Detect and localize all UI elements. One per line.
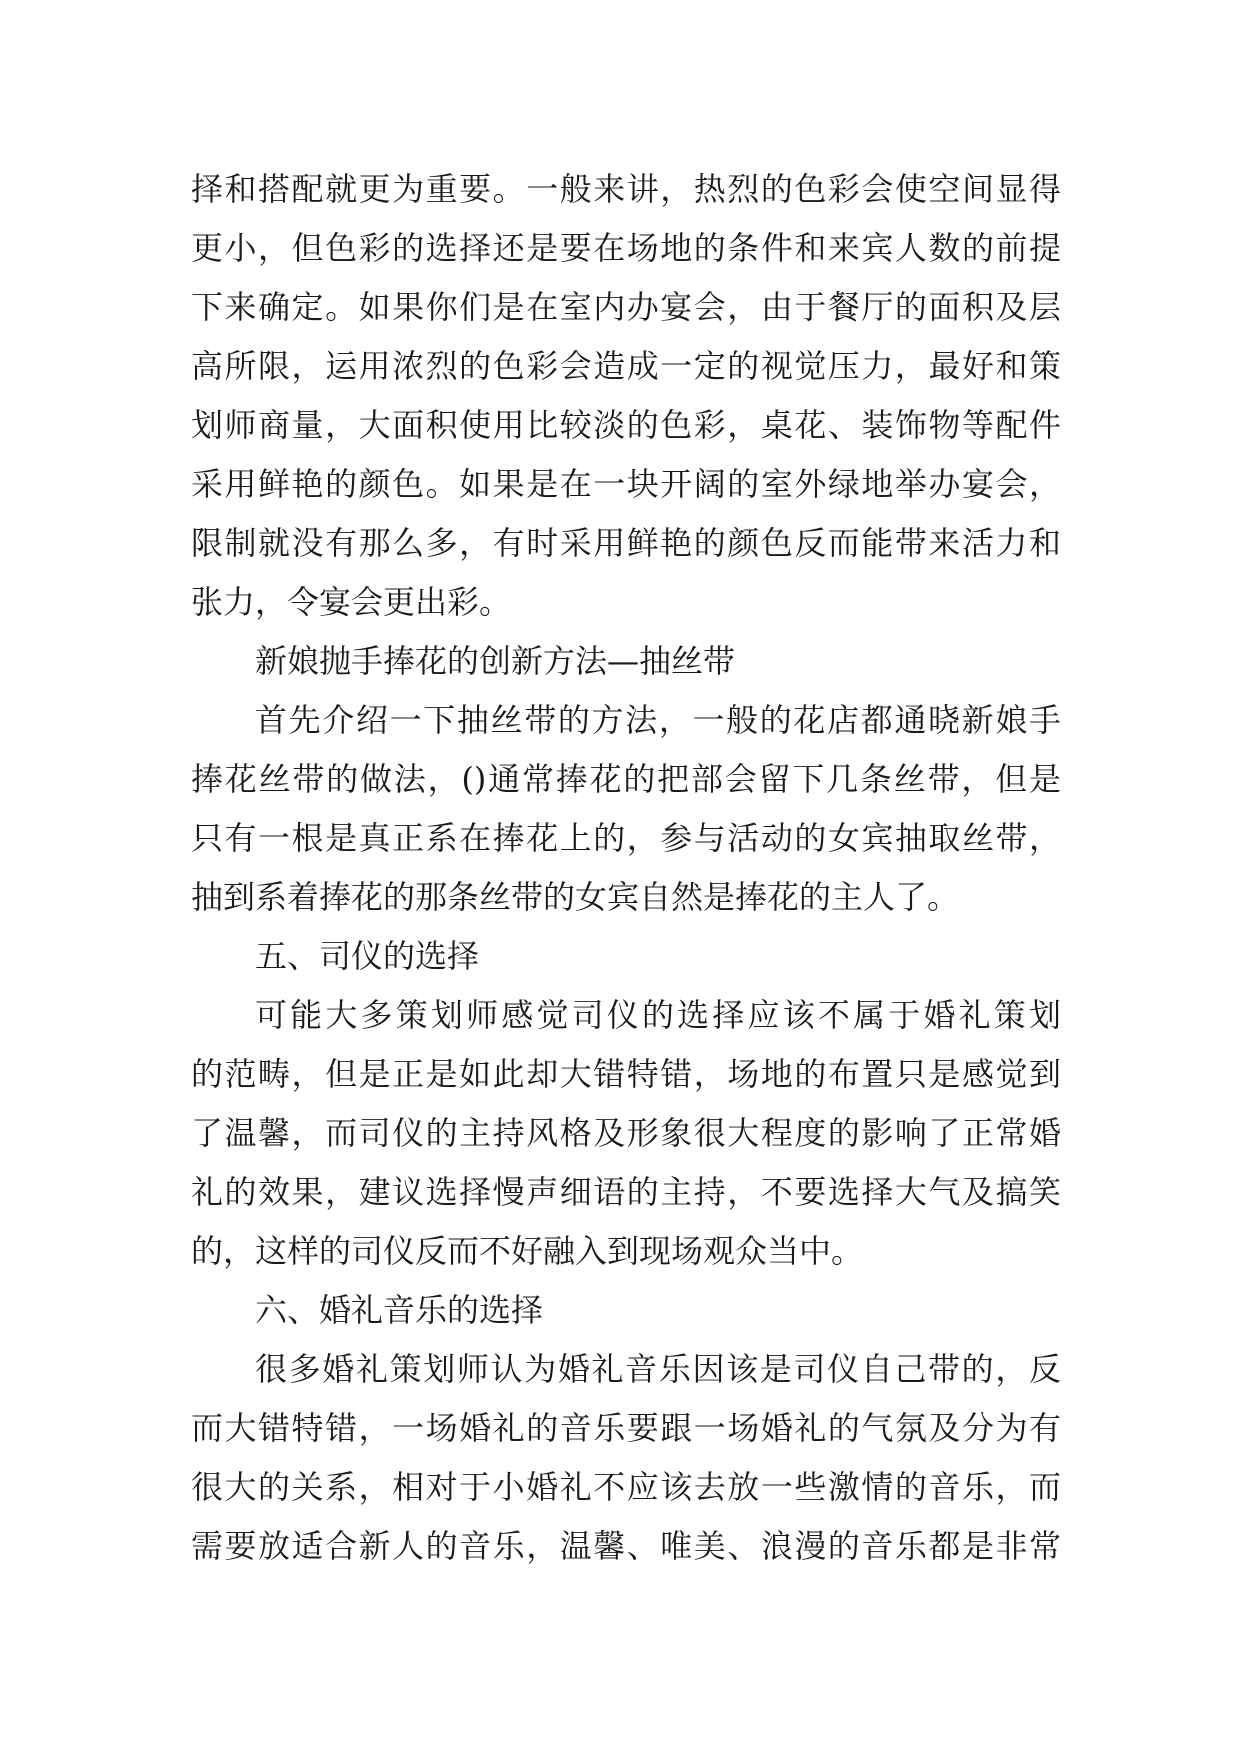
- text-line: 很大的关系，相对于小婚礼不应该去放一些激情的音乐，而: [191, 1468, 1061, 1506]
- text-line: 而大错特错，一场婚礼的音乐要跟一场婚礼的气氛及分为有: [191, 1409, 1061, 1447]
- text-line: 只有一根是真正系在捧花上的，参与活动的女宾抽取丝带，: [191, 819, 1061, 857]
- text-line: 高所限，运用浓烈的色彩会造成一定的视觉压力，最好和策: [191, 347, 1061, 385]
- text-line: 可能大多策划师感觉司仪的选择应该不属于婚礼策划: [255, 996, 1061, 1034]
- text-line: 张力，令宴会更出彩。: [191, 583, 512, 621]
- section-heading: 新娘抛手捧花的创新方法—抽丝带: [255, 642, 736, 680]
- text-line: 抽到系着捧花的那条丝带的女宾自然是捧花的主人了。: [191, 878, 960, 916]
- text-line: 限制就没有那么多，有时采用鲜艳的颜色反而能带来活力和: [191, 524, 1061, 562]
- text-line: 很多婚礼策划师认为婚礼音乐因该是司仪自己带的，反: [255, 1350, 1061, 1388]
- text-line: 划师商量，大面积使用比较淡的色彩，桌花、装饰物等配件: [191, 406, 1061, 444]
- text-line: 首先介绍一下抽丝带的方法，一般的花店都通晓新娘手: [255, 701, 1061, 739]
- text-line: 了温馨，而司仪的主持风格及形象很大程度的影响了正常婚: [191, 1114, 1061, 1152]
- text-line: 捧花丝带的做法，()通常捧花的把部会留下几条丝带，但是: [191, 760, 1061, 798]
- text-line: 的范畴，但是正是如此却大错特错，场地的布置只是感觉到: [191, 1055, 1061, 1093]
- text-line: 更小，但色彩的选择还是要在场地的条件和来宾人数的前提: [191, 229, 1061, 267]
- text-line: 需要放适合新人的音乐，温馨、唯美、浪漫的音乐都是非常: [191, 1527, 1061, 1565]
- text-line: 采用鲜艳的颜色。如果是在一块开阔的室外绿地举办宴会，: [191, 465, 1061, 503]
- body-text: [191, 160, 1061, 1576]
- text-line: 下来确定。如果你们是在室内办宴会，由于餐厅的面积及层: [191, 288, 1061, 326]
- section-heading: 五、司仪的选择: [255, 937, 480, 975]
- text-line: 礼的效果，建议选择慢声细语的主持，不要选择大气及搞笑: [191, 1173, 1061, 1211]
- text-line: 择和搭配就更为重要。一般来讲，热烈的色彩会使空间显得: [191, 170, 1061, 208]
- section-heading: 六、婚礼音乐的选择: [255, 1291, 544, 1329]
- text-line: 的，这样的司仪反而不好融入到现场观众当中。: [191, 1232, 864, 1270]
